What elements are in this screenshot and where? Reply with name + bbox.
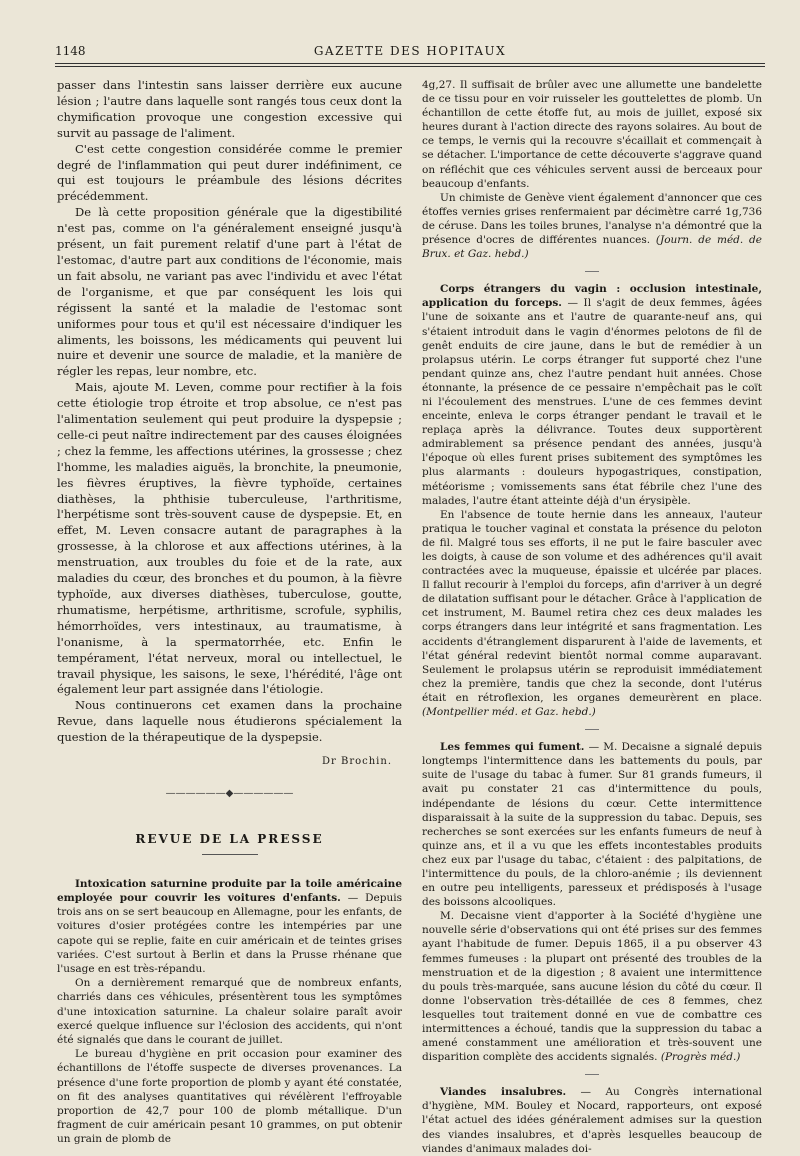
right-column <box>422 78 762 1156</box>
article-text: — Depuis trois ans on se sert beaucoup en Allemagne, pour les enfants, de voitures d'osier protégées contre les intempéries par une capote qui se replie, faite en cuir américain et de teintes grises variées. C'est surtout à Berlin et dans la Prusse rhénane que l'usage en est très-répandu. <box>57 891 402 975</box>
ornament-divider: ——————◆—————— <box>165 787 294 799</box>
paragraph: M. Decaisne vient d'apporter à la Société d'hygiène une nouvelle série d'observations qui ont été prises sur des femmes ayant l'habitude de fumer. Depuis 1865, il a pu observer 43 femmes fumeuses : la plupart ont présenté des troubles de la menstruation et de la digestion ; 8 avaient une intermittence du pouls très-marquée, sans aucune lésion du côté du cœur. Il donne l'observation très-détaillée de ces 8 femmes, chez lesquelles tout traitement donné en vue de combattre ces intermittences a échoué, tandis que la suppression du tabac a amené constamment une amélioration et très-souvent une disparition complète des accidents signalés. <box>422 910 762 1064</box>
article-unhealthy-meat <box>422 1085 762 1155</box>
article-heading: Intoxication saturnine produite par la toile américaine employée pour couvrir les voitures d'enfants. <box>57 877 402 904</box>
article-heading: Les femmes qui fument. <box>440 741 585 754</box>
article-heading: Corps étrangers du vagin : occlusion intestinale, application du forceps. <box>422 283 762 310</box>
article-text: — M. Decaisne a signalé depuis longtemps l'intermittence dans les battements du pouls, par suite de l'usage du tabac à fumer. Sur 81 grands fumeurs, il avait pu constater 21 cas d'intermittence du pouls, indépendante de lésions du cœur. Cette intermittence disparaissait à la suite de la suppression du tabac. Depuis, ses recherches se sont exercées sur les enfants fumeurs de neuf à quinze ans, et il a vu que les effets incontestables produits chez eux par l'usage du tabac, c'étaient : des palpitations, de l'intermittence du pouls, de la chloro-anémie ; ils deviennent en outre peu intelligents, paresseux et prédisposés à l'usage des boissons alcooliques. <box>422 741 762 909</box>
source-citation: (Progrès méd.) <box>660 1051 741 1064</box>
source-citation: (Montpellier méd. et Gaz. hebd.) <box>422 706 596 719</box>
paragraph: Mais, ajoute M. Leven, comme pour rectifier à la fois cette étiologie trop étroite et trop absolue, ce n'est pas l'alimentation seulement qui peut produire la dyspepsie ; celle-ci peut naître indirectement par des causes éloignées ; chez la femme, les affections utérines, la grossesse ; chez l'homme, les maladies aiguës, la bronchite, la pneumonie, les fièvres éruptives, la fièvre typhoïde, certaines diathèses, la phthisie tuberculeuse, l'arthritisme, l'herpétisme sont très-souvent cause de dyspepsie. Et, en effet, M. Leven consacre autant de paragraphes à la grossesse, à la chlorose et aux affections utérines, à la menstruation, aux troubles du foie et de la rate, aux maladies du cœur, des bronches et du poumon, à la fièvre typhoïde, aux diverses diathèses, tuberculose, goutte, rhumatisme, herpétisme, arthritisme, scrofule, syphilis, hémorrhoïdes, vers intestinaux, au traumatisme, à l'onanisme, à la spermatorrhée, etc. Enfin le tempérament, l'état nerveux, moral ou intellectuel, le travail physique, les saisons, le sexe, l'hérédité, l'âge ont également leur part assignée dans l'étiologie. <box>57 380 402 697</box>
running-title: GAZETTE DES HOPITAUX <box>313 44 507 58</box>
header-rule-top <box>55 63 765 64</box>
paragraph: passer dans l'intestin sans laisser derrière eux aucune lésion ; l'autre dans laquelle sont rangés tous ceux dont la chymification provoque une congestion excessive qui survit au passage de l'aliment. <box>57 78 402 140</box>
article-foreign-bodies <box>422 282 762 719</box>
article-separator <box>585 271 599 272</box>
paragraph: Nous continuerons cet examen dans la prochaine Revue, dans laquelle nous étudierons spécialement la question de la thérapeutique de la dyspepsie. <box>57 698 402 745</box>
page-header <box>55 44 765 62</box>
source-citation: (Journ. de méd. de Brux. et Gaz. hebd.) <box>422 234 762 261</box>
paragraph: Un chimiste de Genève vient également d'annoncer que ces étoffes vernies grises renfermaient par décimètre carré 1g,736 de céruse. Dans les toiles brunes, l'analyse n'a démontré que la présence d'ocres de différentes nuances. <box>422 191 762 247</box>
paragraph: Le bureau d'hygiène en prit occasion pour examiner des échantillons de l'étoffe suspecte de diverses provenances. La présence d'une forte proportion de plomb y ayant été constatée, on fit des analyses quantitatives qui révélèrent l'effroyable proportion de 42,7 pour 100 de plomb métallique. D'un fragment de cuir américain pesant 10 grammes, on put obtenir un grain de plomb de <box>57 1048 402 1146</box>
section-rule <box>202 854 258 855</box>
paragraph: En l'absence de toute hernie dans les anneaux, l'auteur pratiqua le toucher vaginal et constata la présence du peloton de fil. Malgré tous ses efforts, il ne put le faire basculer avec les doigts, à cause de son volume et des adhérences qu'il avait contractées avec la muqueuse, épaissie et ulcérée par places. Il fallut recourir à l'emploi du forceps, afin d'arriver à un degré de dilatation suffisant pour le détacher. Grâce à l'application de cet instrument, M. Baumel retira chez ces deux malades les corps étrangers dans leur intégrité et sans fragmentation. Les accidents d'étranglement disparurent à l'aide de lavements, et l'état général redevint bientôt normal comme auparavant. Seulement le prolapsus utérin se reproduisit immédiatement chez la première, tandis que chez la seconde, dont l'utérus était en rétroflexion, les organes demeurèrent en place. <box>422 508 762 704</box>
left-column <box>57 78 402 1147</box>
page-number: 1148 <box>55 44 86 58</box>
article-separator <box>585 1074 599 1075</box>
article-heading: Viandes insalubres. <box>440 1086 567 1099</box>
paragraph: On a dernièrement remarqué que de nombreux enfants, charriés dans ces véhicules, présentèrent tous les symptômes d'une intoxication saturnine. La chaleur solaire paraît avoir exercé quelque influence sur l'éclosion des accidents, qui n'ont été signalés que dans le courant de juillet. <box>57 977 402 1047</box>
article-text: — Il s'agit de deux femmes, âgées l'une de soixante ans et l'autre de quarante-neuf ans, qui s'étaient introduit dans le vagin d'énormes pelotons de fil de genêt enduits de cire jaune, dans le but de remédier à un prolapsus utérin. Le corps étranger fut supporté chez l'une pendant quinze ans, chez l'autre pendant huit années. Chose étonnante, la présence de ce pessaire n'empêchait pas le coït ni l'écoulement des menstrues. L'une de ces femmes devint enceinte, enleva le corps étranger pendant le travail et le replaça après la délivrance. Toutes deux supportèrent admirablement sa présence pendant des années, jusqu'à l'époque où elles furent prises subitement des symptômes les plus alarmants : douleurs hypogastriques, constipation, météorisme ; vomissements sans état fébrile chez l'une des malades, l'autre étant atteinte déjà d'un érysipèle. <box>422 297 762 507</box>
paragraph: C'est cette congestion considérée comme le premier degré de l'inflammation qui peut durer indéfiniment, ce qui est toujours le préambule des lésions décrites précédemment. <box>57 141 402 204</box>
paragraph: De là cette proposition générale que la digestibilité n'est pas, comme on l'a généralement enseigné jusqu'à présent, un fait purement relatif d'une part à l'état de l'estomac, d'autre part aux conditions de l'économie, mais un fait absolu, ne variant pas avec l'individu et avec l'état de l'organisme, et que par conséquent les lois qui régissent la santé et la maladie de l'estomac sont uniformes pour tous et qu'il est nécessaire d'indiquer les aliments, les boissons, les médicaments qui peuvent lui nuire et devenir une source de maladie, et la manière de régler les repas, leur nombre, etc. <box>57 205 402 379</box>
article-lead-poisoning <box>57 877 402 1147</box>
article-text: — Au Congrès international d'hygiène, MM. Bouley et Nocard, rapporteurs, ont exposé l'état actuel des idées généralement admises sur la question des viandes insalubres, et d'après lesquelles beaucoup de viandes d'animaux malades doi- <box>422 1086 762 1155</box>
header-rule-bottom <box>55 66 765 67</box>
paragraph: 4g,27. Il suffisait de brûler avec une allumette une bandelette de ce tissu pour en voir ruisseler les gouttelettes de plomb. Un échantillon de cette étoffe fut, au mois de juillet, exposé six heures durant à l'action directe des rayons solaires. Au bout de ce temps, le vernis qui la recouvre s'écaillait et commençait à se détacher. L'importance de cette découverte s'aggrave quand on réfléchit que ces véhicules servent aussi de berceaux pour beaucoup d'enfants. <box>422 79 762 190</box>
article-separator <box>585 729 599 730</box>
author-signature: Dr Brochin. <box>322 756 392 768</box>
section-title: REVUE DE LA PRESSE <box>135 831 324 846</box>
article-women-smoking <box>422 740 762 1064</box>
